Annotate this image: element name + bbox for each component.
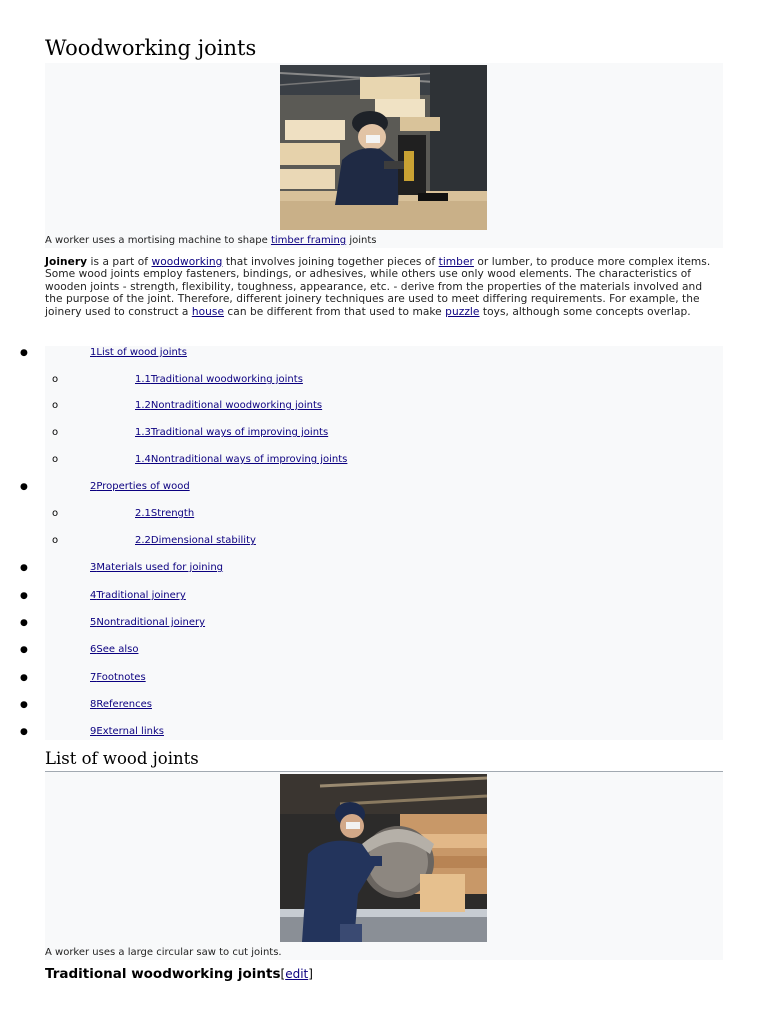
circle-bullet-icon: o	[52, 427, 59, 438]
circle-bullet-icon: o	[52, 454, 59, 465]
house-link[interactable]: house	[191, 305, 225, 318]
edit-link[interactable]: edit	[285, 967, 309, 981]
toc-link[interactable]: 4Traditional joinery	[90, 590, 186, 601]
intro-text: toys, although some concepts overlap.	[479, 305, 691, 318]
table-of-contents	[20, 346, 723, 740]
mortising-photo	[280, 65, 487, 230]
bullet-icon: ●	[20, 591, 28, 601]
bullet-icon: ●	[20, 482, 28, 492]
circle-bullet-icon: o	[52, 400, 59, 411]
circle-bullet-icon: o	[52, 535, 59, 546]
circle-bullet-icon: o	[52, 374, 59, 385]
bullet-icon: ●	[20, 700, 28, 710]
intro-paragraph	[45, 256, 723, 318]
timber-framing-link[interactable]: timber framing	[270, 235, 347, 246]
toc-link[interactable]: 7Footnotes	[90, 672, 146, 683]
joinery-bold: Joinery	[45, 256, 88, 268]
toc-link[interactable]: 3Materials used for joining	[90, 562, 224, 573]
toc-link[interactable]: 6See also	[90, 644, 139, 655]
intro-text: is a part of	[87, 256, 152, 268]
toc-link[interactable]: 1.4Nontraditional ways of improving joints	[135, 454, 348, 465]
subsection-title: Traditional woodworking joints	[45, 966, 281, 982]
toc-link[interactable]: 8References	[90, 699, 152, 710]
figure-mortising	[45, 63, 723, 248]
intro-text: can be different from that used to make	[224, 305, 446, 318]
timber-link[interactable]: timber	[438, 256, 474, 268]
toc-link[interactable]: 5Nontraditional joinery	[90, 617, 206, 628]
woodworking-link[interactable]: woodworking	[151, 256, 223, 268]
toc-link[interactable]: 9External links	[90, 726, 164, 737]
puzzle-link[interactable]: puzzle	[445, 305, 480, 318]
caption-text: A worker uses a mortising machine to shape	[45, 235, 271, 246]
bullet-icon: ●	[20, 645, 28, 655]
toc-link[interactable]: 1.1Traditional woodworking joints	[135, 374, 303, 385]
toc-link[interactable]: 1.2Nontraditional woodworking joints	[135, 400, 323, 411]
caption-text-suffix: joints	[346, 235, 377, 246]
section-heading: List of wood joints	[45, 748, 723, 772]
intro-text: that involves joining together pieces of	[222, 256, 439, 268]
page-title: Woodworking joints	[45, 34, 723, 65]
toc-link[interactable]: 2.2Dimensional stability	[135, 535, 256, 546]
toc-link[interactable]: 1.3Traditional ways of improving joints	[135, 427, 329, 438]
figure2-caption: A worker uses a large circular saw to cut joints.	[45, 947, 282, 958]
toc-link[interactable]: 2Properties of wood	[90, 481, 190, 492]
bullet-icon: ●	[20, 618, 28, 628]
intro-text: or lumber, to produce more complex items. Some wood joints employ fasteners, bindings, or adhesives, while others use only wood elements. The characteristics of wooden joints - strength, flexibility, toughness, appearance, etc. - derive from the properties of the materials involved and the purpose of the joint. Therefore, different joinery techniques are used to meet differing requirements. For example, the joinery used to construct a	[45, 256, 711, 318]
toc-link[interactable]: 2.1Strength	[135, 508, 195, 519]
edit-section-link[interactable]: [edit]	[280, 967, 313, 981]
bullet-icon: ●	[20, 673, 28, 683]
circle-bullet-icon: o	[52, 508, 59, 519]
circular-saw-photo	[280, 774, 487, 942]
figure-circular-saw	[45, 772, 723, 960]
bullet-icon: ●	[20, 563, 28, 573]
figure1-caption	[45, 235, 376, 246]
bullet-icon: ●	[20, 727, 28, 737]
toc-link[interactable]: 1List of wood joints	[90, 347, 187, 358]
bullet-icon: ●	[20, 348, 28, 358]
subsection-heading	[45, 966, 313, 982]
